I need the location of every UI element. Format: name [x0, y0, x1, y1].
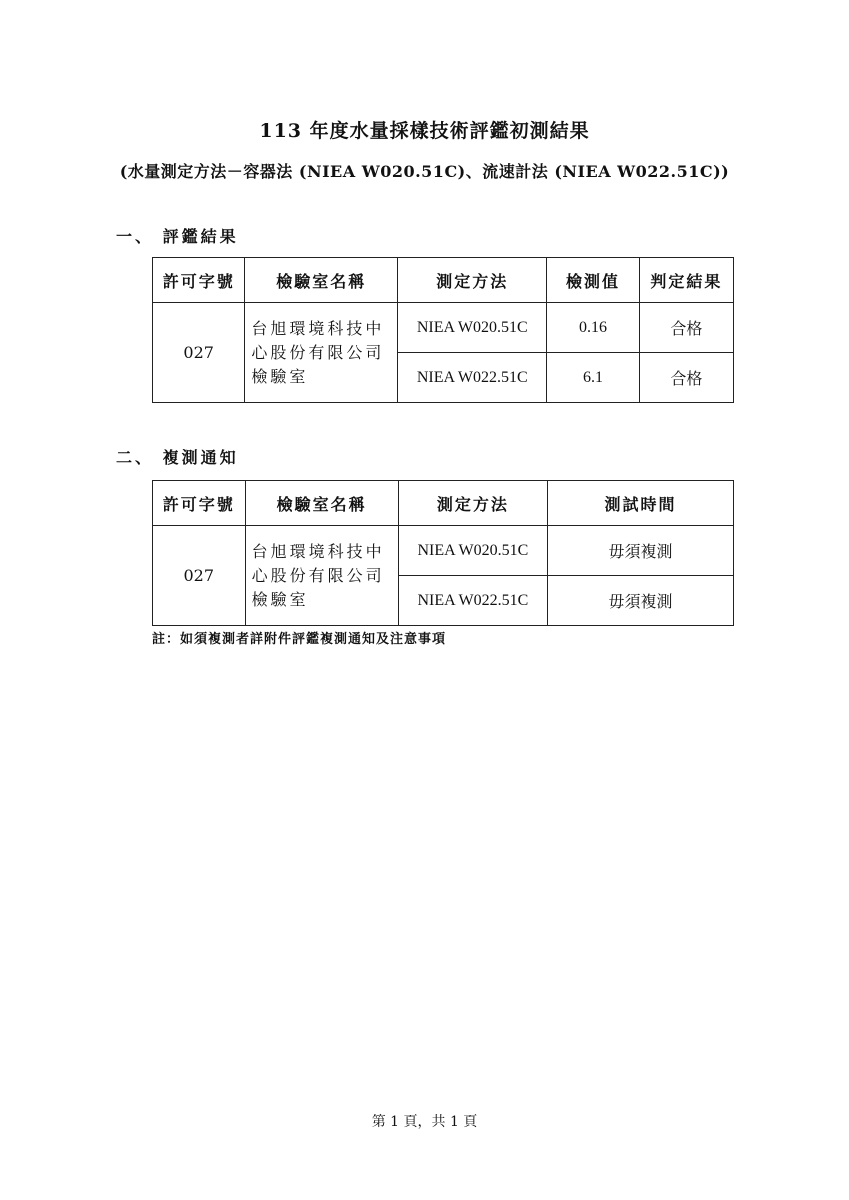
header-result: 判定結果	[639, 258, 733, 303]
header-lab-name: 檢驗室名稱	[245, 481, 398, 526]
method-cell: NIEA W020.51C	[398, 303, 547, 353]
method-cell: NIEA W022.51C	[398, 353, 547, 403]
section-heading-retest-notice: 二、 複測通知	[116, 448, 239, 467]
result-cell: 合格	[639, 353, 733, 403]
test-time-cell: 毋須複測	[548, 576, 734, 626]
header-permit: 許可字號	[153, 481, 246, 526]
header-method: 測定方法	[398, 481, 547, 526]
section-heading-evaluation-results: 一、 評鑑結果	[116, 227, 239, 246]
footnote: 註：如須複測者詳附件評鑑複測通知及注意事項	[152, 632, 447, 647]
permit-cell: 027	[153, 526, 246, 626]
header-lab-name: 檢驗室名稱	[245, 258, 398, 303]
document-subtitle: (水量測定方法－容器法 (NIEA W020.51C)、流速計法 (NIEA W022.51C))	[119, 162, 730, 181]
permit-cell: 027	[153, 303, 245, 403]
header-method: 測定方法	[398, 258, 547, 303]
test-time-cell: 毋須複測	[548, 526, 734, 576]
evaluation-results-table	[152, 257, 734, 403]
table-row	[153, 526, 734, 576]
value-cell: 0.16	[547, 303, 639, 353]
page-number: 第 1 頁，共 1 頁	[371, 1114, 478, 1130]
header-test-time: 測試時間	[548, 481, 734, 526]
table-header-row	[153, 258, 734, 303]
header-permit: 許可字號	[153, 258, 245, 303]
value-cell: 6.1	[547, 353, 639, 403]
result-cell: 合格	[639, 303, 733, 353]
document-title: 113 年度水量採樣技術評鑑初測結果	[259, 120, 590, 142]
lab-name-cell: 台旭環境科技中心股份有限公司檢驗室	[245, 303, 398, 403]
lab-name-cell: 台旭環境科技中心股份有限公司檢驗室	[245, 526, 398, 626]
table-row	[153, 303, 734, 353]
method-cell: NIEA W020.51C	[398, 526, 547, 576]
header-value: 檢測值	[547, 258, 639, 303]
table-header-row	[153, 481, 734, 526]
method-cell: NIEA W022.51C	[398, 576, 547, 626]
retest-notice-table	[152, 480, 734, 626]
